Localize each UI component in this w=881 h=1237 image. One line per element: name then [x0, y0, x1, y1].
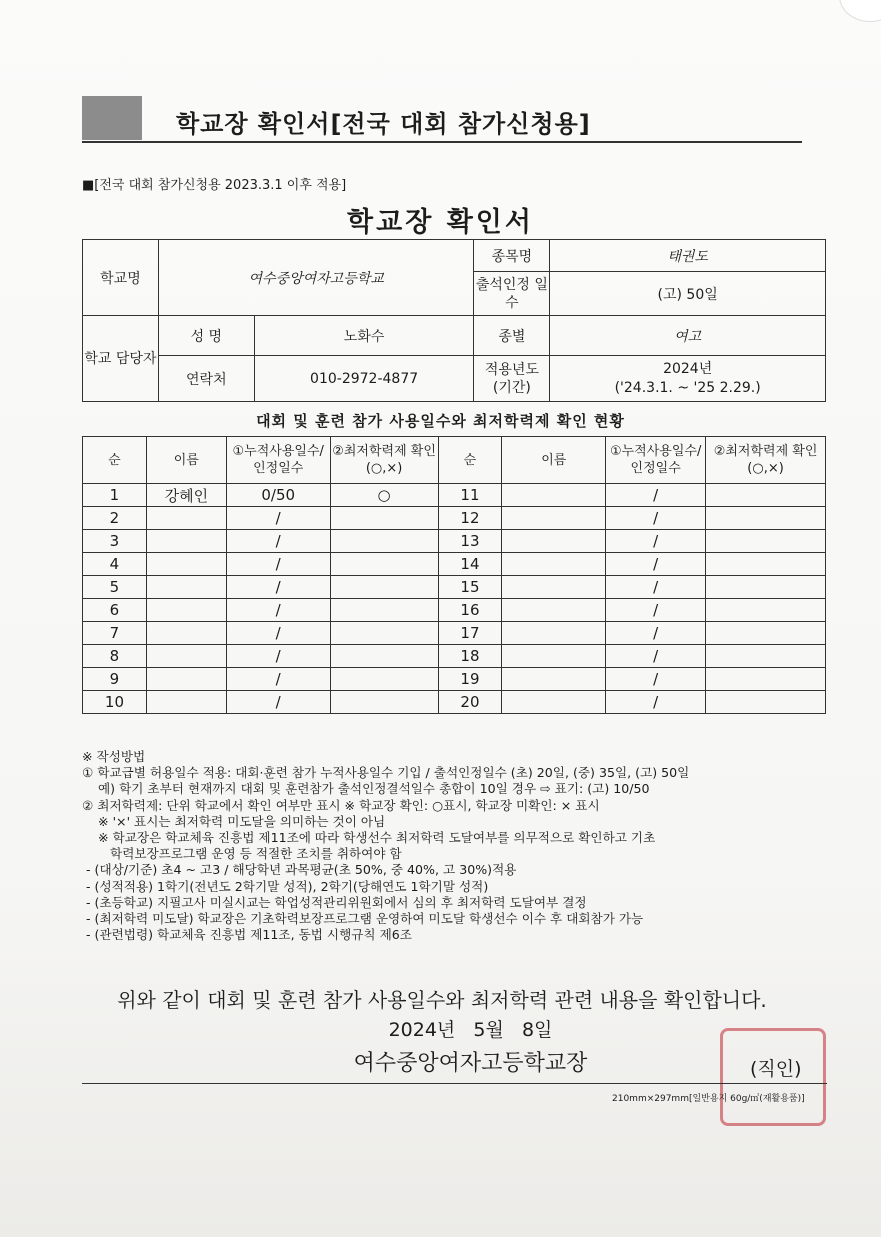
row-days: /	[226, 553, 330, 576]
row-days-2: /	[606, 530, 706, 553]
row-days: /	[226, 576, 330, 599]
apply-note: ■[전국 대회 참가신청용 2023.3.1 이후 적용]	[82, 178, 347, 193]
event-label: 종목명	[474, 240, 550, 272]
row-number: 4	[83, 553, 147, 576]
table-row	[83, 691, 826, 714]
instruction-line: - (대상/기준) 초4 ~ 고3 / 해당학년 과목평균(초 50%, 중 40%, 고 30%)적용	[82, 862, 517, 878]
row-check-2	[706, 576, 826, 599]
row-number: 10	[83, 691, 147, 714]
row-check	[330, 576, 438, 599]
row-check	[330, 622, 438, 645]
instruction-line: 학력보장프로그램 운영 등 적절한 조치를 취하여야 함	[82, 846, 402, 862]
row-name-2	[502, 576, 606, 599]
instruction-line: 예) 학기 초부터 현재까지 대회 및 훈련참가 출석인정결석일수 총합이 10일 경우 ⇨ 표기: (고) 10/50	[82, 781, 650, 797]
row-days: /	[226, 530, 330, 553]
row-days: /	[226, 691, 330, 714]
header-name: 이름	[146, 437, 226, 484]
instruction-line: ① 학교급별 허용일수 적용: 대회·훈련 참가 누적사용일수 기입 / 출석인정일수 (초) 20일, (중) 35일, (고) 50일	[82, 765, 690, 781]
row-days-2: /	[606, 645, 706, 668]
staff-label: 학교 담당자	[83, 316, 159, 402]
table-row	[83, 622, 826, 645]
row-check	[330, 668, 438, 691]
header-check-2: ②최저학력제 확인(○,×)	[706, 437, 826, 484]
header-title: 학교장 확인서[전국 대회 참가신청용]	[176, 110, 591, 138]
row-number-2: 18	[438, 645, 502, 668]
table-row	[83, 507, 826, 530]
row-name	[146, 576, 226, 599]
row-check-2	[706, 668, 826, 691]
row-check	[330, 599, 438, 622]
row-days: /	[226, 622, 330, 645]
row-days-2: /	[606, 691, 706, 714]
row-number-2: 13	[438, 530, 502, 553]
row-check	[330, 530, 438, 553]
row-check-2	[706, 691, 826, 714]
row-days-2: /	[606, 484, 706, 507]
table-row	[83, 599, 826, 622]
row-check: ○	[330, 484, 438, 507]
instruction-line: ※ 학교장은 학교체육 진흥법 제11조에 따라 학생선수 최저학력 도달여부를 의무적으로 확인하고 기초	[82, 830, 656, 846]
row-number: 1	[83, 484, 147, 507]
event-value: 태권도	[550, 240, 826, 272]
header-name-2: 이름	[502, 437, 606, 484]
school-principal: 여수중앙여자고등학교장	[353, 1051, 588, 1076]
table-row	[83, 576, 826, 599]
row-name	[146, 645, 226, 668]
header-no-2: 순	[438, 437, 502, 484]
paper-size-note: 210mm×297mm[일반용지 60g/㎡(재활용품)]	[612, 1094, 805, 1104]
row-check-2	[706, 553, 826, 576]
contact-label: 연락처	[158, 356, 254, 402]
year-value: 2024년	[663, 360, 713, 377]
document-title: 학교장 확인서	[347, 207, 534, 238]
table-row	[83, 668, 826, 691]
row-name	[146, 530, 226, 553]
row-days-2: /	[606, 553, 706, 576]
row-name-2	[502, 553, 606, 576]
row-name: 강혜인	[146, 484, 226, 507]
row-number-2: 16	[438, 599, 502, 622]
table-row	[83, 530, 826, 553]
header-days-2: ①누적사용일수/인정일수	[606, 437, 706, 484]
row-name	[146, 668, 226, 691]
row-days: /	[226, 645, 330, 668]
row-days: /	[226, 599, 330, 622]
info-table	[82, 239, 826, 402]
row-number-2: 15	[438, 576, 502, 599]
instruction-line: - (성적적용) 1학기(전년도 2학기말 성적), 2학기(당해연도 1학기말 성적)	[82, 878, 489, 894]
row-number-2: 17	[438, 622, 502, 645]
name-label: 성 명	[158, 316, 254, 356]
row-days-2: /	[606, 599, 706, 622]
row-name	[146, 553, 226, 576]
row-check	[330, 507, 438, 530]
table-row	[83, 553, 826, 576]
category-value: 여고	[550, 316, 826, 356]
row-name-2	[502, 691, 606, 714]
contact-value: 010-2972-4877	[254, 356, 474, 402]
row-check-2	[706, 530, 826, 553]
participation-table	[82, 436, 826, 714]
row-days: /	[226, 668, 330, 691]
row-number-2: 14	[438, 553, 502, 576]
row-name-2	[502, 668, 606, 691]
school-value: 여수중앙여자고등학교	[158, 240, 474, 316]
row-days-2: /	[606, 507, 706, 530]
row-days-2: /	[606, 622, 706, 645]
row-number-2: 12	[438, 507, 502, 530]
row-number: 6	[83, 599, 147, 622]
instruction-line: - (최저학력 미도달) 학교장은 기초학력보장프로그램 운영하여 미도달 학생선수 이수 후 대회참가 가능	[82, 911, 644, 927]
row-name	[146, 622, 226, 645]
row-name-2	[502, 599, 606, 622]
year-label: 적용년도 (기간)	[474, 356, 550, 402]
row-number: 9	[83, 668, 147, 691]
row-days-2: /	[606, 576, 706, 599]
header-check: ②최저학력제 확인(○,×)	[330, 437, 438, 484]
name-value: 노화수	[254, 316, 474, 356]
confirm-statement: 위와 같이 대회 및 훈련 참가 사용일수와 최저학력 관련 내용을 확인합니다.	[117, 988, 767, 1012]
attend-label: 출석인정 일수	[474, 272, 550, 316]
row-days: 0/50	[226, 484, 330, 507]
row-check-2	[706, 599, 826, 622]
row-check	[330, 553, 438, 576]
instruction-line: - (관련법령) 학교체육 진흥법 제11조, 동법 시행규칙 제6조	[82, 927, 412, 943]
period-value: ('24.3.1. ~ '25 2.29.)	[614, 379, 761, 396]
row-check	[330, 691, 438, 714]
row-name	[146, 507, 226, 530]
row-name-2	[502, 484, 606, 507]
writing-instructions	[82, 749, 832, 943]
row-number: 5	[83, 576, 147, 599]
row-check	[330, 645, 438, 668]
header-days: ①누적사용일수/인정일수	[226, 437, 330, 484]
table-row	[83, 484, 826, 507]
row-number-2: 20	[438, 691, 502, 714]
header-gray-block	[82, 96, 142, 140]
row-check-2	[706, 507, 826, 530]
row-name-2	[502, 645, 606, 668]
row-name-2	[502, 530, 606, 553]
section-title: 대회 및 훈련 참가 사용일수와 최저학력제 확인 현황	[256, 412, 625, 430]
row-number: 8	[83, 645, 147, 668]
row-check-2	[706, 622, 826, 645]
instruction-line: ② 최저학력제: 단위 학교에서 확인 여부만 표시 ※ 학교장 확인: ○표시, 학교장 미확인: × 표시	[82, 797, 600, 813]
row-number: 3	[83, 530, 147, 553]
row-check-2	[706, 645, 826, 668]
row-number-2: 19	[438, 668, 502, 691]
school-label: 학교명	[83, 240, 159, 316]
page-corner-mark	[839, 0, 881, 22]
row-days-2: /	[606, 668, 706, 691]
row-name	[146, 691, 226, 714]
category-label: 종별	[474, 316, 550, 356]
header-no: 순	[83, 437, 147, 484]
row-name-2	[502, 622, 606, 645]
row-number: 2	[83, 507, 147, 530]
attend-value: (고) 50일	[550, 272, 826, 316]
row-name-2	[502, 507, 606, 530]
instruction-line: ※ 작성방법	[82, 749, 146, 764]
instruction-line: ※ '×' 표시는 최저학력 미도달을 의미하는 것이 아님	[82, 813, 386, 829]
row-number-2: 11	[438, 484, 502, 507]
seal-label: (직인)	[750, 1058, 802, 1080]
header-rule	[82, 141, 802, 143]
row-check-2	[706, 484, 826, 507]
row-number: 7	[83, 622, 147, 645]
row-days: /	[226, 507, 330, 530]
row-name	[146, 599, 226, 622]
issue-date: 2024년 5월 8일	[388, 1019, 553, 1041]
table-row	[83, 645, 826, 668]
instruction-line: - (초등학교) 지필고사 미실시교는 학업성적관리위원회에서 심의 후 최저학력 도달여부 결정	[82, 894, 587, 910]
footer-rule	[82, 1083, 827, 1084]
